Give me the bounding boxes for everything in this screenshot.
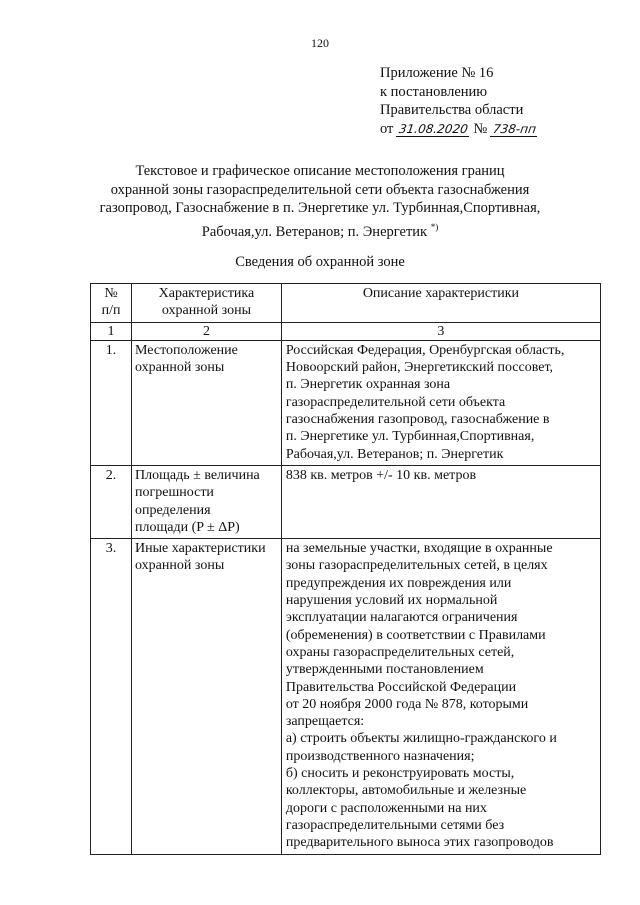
row-1-characteristic	[132, 340, 282, 465]
row-3-desc-line: а) строить объекты жилищно-гражданского и	[285, 731, 557, 747]
row-3-desc-line: эксплуатации налагаются ограничения	[285, 610, 518, 626]
row-1-char-line: Местоположение	[135, 342, 238, 358]
row-3-char-line: Иные характеристики	[135, 541, 266, 557]
row-3-desc-line: нарушения условий их нормальной	[285, 593, 498, 609]
zone-info-table	[90, 283, 601, 855]
row-2-char-line: определения	[135, 502, 211, 518]
appendix-date-line	[380, 120, 538, 139]
appendix-line-2: к постановлению	[380, 83, 488, 100]
row-3-desc-line: утвержденными постановлением	[285, 662, 484, 678]
row-1-desc-line: газоснабжения газопровод, газоснабжение в	[285, 412, 550, 428]
row-3-desc-line: коллекторы, автомобильные и железные	[285, 783, 527, 799]
header-char-line-2: охранной зоны	[161, 303, 252, 319]
index-cell-3: 3	[281, 322, 600, 340]
header-characteristic	[132, 284, 282, 323]
date-prefix: от	[380, 120, 394, 137]
row-2-description	[281, 465, 600, 538]
appendix-line-1: Приложение № 16	[380, 65, 494, 81]
title-line-4-text: Рабочая,ул. Ветеранов; п. Энергетик	[201, 223, 428, 240]
row-3-desc-line: производственного назначения;	[285, 748, 475, 764]
row-2-char-line: погрешности	[135, 485, 214, 501]
header-char-line-1: Характеристика	[158, 286, 255, 301]
appendix-block	[380, 64, 538, 138]
row-3-desc-line: на земельные участки, входящие в охранные	[285, 541, 553, 557]
title-line-1: Текстовое и графическое описание местоположения границ	[135, 163, 505, 179]
row-3-description	[281, 539, 600, 854]
header-num-line-1: №	[104, 286, 118, 301]
index-cell-2: 2	[132, 322, 282, 340]
row-3-characteristic	[132, 539, 282, 854]
row-2-num: 2.	[91, 465, 132, 538]
title-line-3: газопровод, Газоснабжение в п. Энергетике ул. Турбинная,Спортивная,	[99, 200, 541, 216]
page-number: 120	[311, 36, 329, 50]
row-3-desc-line: дороги с расположенными на них	[285, 800, 487, 816]
row-3-num: 3.	[91, 539, 132, 854]
row-2-char-line: Площадь ± величина	[135, 467, 260, 483]
table-index-row	[91, 322, 601, 340]
handwritten-number: 738-пп	[490, 122, 539, 137]
row-3-desc-line: предварительного выноса этих газопроводов	[285, 835, 554, 851]
footnote-mark: *)	[430, 221, 439, 232]
row-1-desc-line: Рабочая,ул. Ветеранов; п. Энергетик	[285, 446, 504, 462]
row-3-desc-line: (обременения) в соответствии с Правилами	[285, 627, 546, 643]
index-cell-1: 1	[91, 322, 132, 340]
header-num-line-2: п/п	[101, 303, 121, 319]
row-3-desc-line: охраны газораспределительных сетей,	[285, 644, 515, 660]
row-1-desc-line: Российская Федерация, Оренбургская область,	[285, 342, 565, 358]
row-3-desc-line: б) сносить и реконструировать мосты,	[285, 766, 515, 782]
row-1-char-line: охранной зоны	[135, 360, 225, 376]
row-2-char-line: площади (P ± ΔP)	[135, 519, 240, 535]
row-3-desc-line: предупреждения их повреждения или	[285, 575, 512, 591]
section-subtitle: Сведения об охранной зоне	[235, 254, 405, 270]
title-line-4	[80, 218, 560, 241]
header-num	[91, 284, 132, 323]
title-line-2: охранной зоны газораспределительной сети объекта газоснабжения	[110, 181, 530, 198]
row-1-desc-line: газораспределительной сети объекта	[285, 394, 506, 410]
row-1-desc-line: п. Энергетике ул. Турбинная,Спортивная,	[285, 429, 535, 445]
row-1-num: 1.	[91, 340, 132, 465]
header-description: Описание характеристики	[281, 284, 600, 323]
row-1-desc-line: Новоорский район, Энергетикский поссовет,	[285, 360, 554, 376]
row-3-desc-line: зоны газораспределительных сетей, в целях	[285, 558, 548, 574]
table-row	[91, 539, 601, 854]
handwritten-date: 31.08.2020	[396, 122, 471, 137]
row-1-description	[281, 340, 600, 465]
row-2-characteristic	[132, 465, 282, 538]
document-title	[80, 162, 560, 241]
row-3-desc-line: Правительства Российской Федерации	[285, 679, 517, 695]
table-header-row	[91, 284, 601, 323]
number-prefix: №	[473, 120, 488, 137]
row-3-desc-line: от 20 ноября 2000 года № 878, которыми	[285, 696, 529, 712]
appendix-line-3: Правительства области	[380, 102, 524, 118]
row-3-char-line: охранной зоны	[135, 558, 225, 574]
row-3-desc-line: запрещается:	[285, 714, 365, 730]
table-row	[91, 465, 601, 538]
row-3-desc-line: газораспределительными сетями без	[285, 817, 505, 833]
table-row	[91, 340, 601, 465]
row-1-desc-line: п. Энергетик охранная зона	[285, 377, 451, 393]
row-2-desc-line: 838 кв. метров +/- 10 кв. метров	[285, 467, 477, 483]
